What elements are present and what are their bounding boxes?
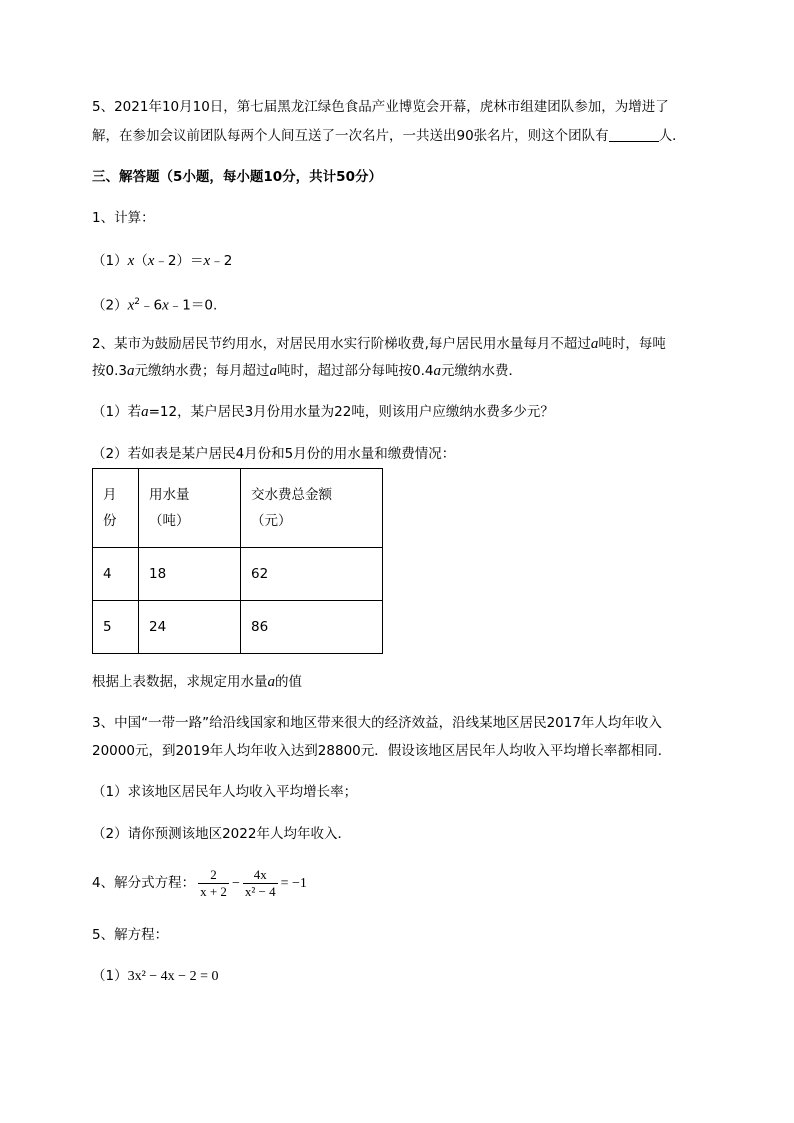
var-x: x [127, 297, 135, 314]
q5-line-2 [92, 126, 686, 146]
var-a: a [590, 336, 599, 352]
problem-3-line-2: 20000元，到2019年人均年收入达到28800元．假设该地区居民年人均收入平均增长率都相同． [92, 743, 672, 759]
problem-4-title: 4、解分式方程： [92, 875, 196, 891]
section-3-heading: 三、解答题（5小题，每小题10分，共计50分） [92, 169, 382, 185]
cell-month: 4 [93, 548, 139, 601]
text: 吨时，超过部分每吨按0.4 [276, 363, 434, 379]
problem-3-question-1: （1）求该地区居民年人均收入平均增长率； [92, 784, 358, 800]
var-a: a [141, 404, 149, 420]
var-a: a [267, 674, 275, 690]
minus-sign: − [231, 876, 240, 891]
problem-5-part-1 [92, 966, 218, 987]
paren: （ [134, 253, 148, 269]
problem-1-part-1 [92, 251, 232, 271]
table-header-row [93, 469, 383, 548]
part-label: （2） [92, 297, 128, 314]
text: 吨时，每吨 [598, 336, 666, 352]
problem-1-title: 1、计算： [92, 210, 155, 226]
q5-line-1: 5、2021年10月10日，第七届黑龙江绿色食品产业博览会开幕，虎林市组建团队参加，为增进了 [92, 99, 669, 115]
expr-text: ﹣1＝0. [168, 297, 218, 314]
answer-blank [609, 127, 659, 142]
var-a: a [126, 363, 135, 379]
problem-3-line-1: 3、中国“一带一路”给沿线国家和地区带来很大的经济效益，沿线某地区居民2017年人均年收入 [92, 715, 662, 731]
cell-month: 5 [93, 601, 139, 654]
text: 根据上表数据，求规定用水量 [92, 674, 268, 690]
problem-2-followup [92, 672, 302, 692]
table-row [93, 601, 383, 654]
text: 按0.3 [92, 363, 127, 379]
cell-total: 86 [241, 601, 383, 654]
cell-total: 62 [241, 548, 383, 601]
var-x: x [127, 253, 135, 269]
problem-2-line-1 [92, 334, 666, 354]
problem-1-part-2 [92, 292, 217, 316]
denominator: x² − 4 [244, 883, 276, 899]
problem-2-line-2 [92, 361, 522, 381]
var-a: a [433, 363, 441, 379]
var-x: x [147, 253, 155, 269]
expr-text: ﹣2）＝ [154, 253, 204, 269]
numerator: 2 [210, 866, 217, 882]
part-label: （1） [92, 253, 128, 269]
var-a: a [269, 363, 277, 379]
table-row [93, 548, 383, 601]
header-month: 月 份 [93, 469, 139, 548]
q5-line-2-text: 解，在参加会议前团队每两个人间互送了一次名片，一共送出90张名片，则这个团队有 [92, 128, 609, 144]
var-x: x [162, 297, 169, 314]
fraction-1 [198, 867, 229, 900]
text: =12，某户居民3月份用水量为22吨，则该用户应缴纳水费多少元？ [148, 404, 554, 420]
problem-5-title: 5、解方程： [92, 927, 169, 943]
expr-text: ﹣2 [210, 253, 233, 269]
part-label: （1） [92, 968, 128, 984]
header-usage: 用水量 （吨） [139, 469, 241, 548]
var-x: x [203, 253, 211, 269]
expr-text: ﹣6 [140, 297, 163, 314]
right-hand-side: = −1 [280, 876, 307, 891]
water-fee-table [92, 468, 383, 654]
equation: 3x² − 4x − 2 = 0 [127, 969, 219, 984]
text: 2、某市为鼓励居民节约用水，对居民用水实行阶梯收费,每户居民用水量每月不超过 [92, 336, 591, 352]
text: （1）若 [92, 404, 142, 420]
fraction-2 [243, 867, 278, 900]
cell-usage: 24 [139, 601, 241, 654]
denominator: x + 2 [200, 883, 227, 899]
exponent: 2 [134, 297, 140, 307]
problem-2-question-1 [92, 402, 554, 422]
text: 元缴纳水费． [440, 363, 522, 379]
q5-line-2-end: 人． [658, 128, 686, 144]
header-total: 交水费总金额 （元） [241, 469, 383, 548]
text: 的值 [275, 674, 302, 690]
numerator: 4x [253, 866, 267, 882]
problem-2-question-2: （2）若如表是某户居民4月份和5月份的用水量和缴费情况： [92, 446, 456, 462]
text: 元缴纳水费；每月超过 [134, 363, 270, 379]
problem-3-question-2: （2）请你预测该地区2022年人均年收入． [92, 826, 351, 842]
problem-4 [92, 866, 307, 901]
cell-usage: 18 [139, 548, 241, 601]
